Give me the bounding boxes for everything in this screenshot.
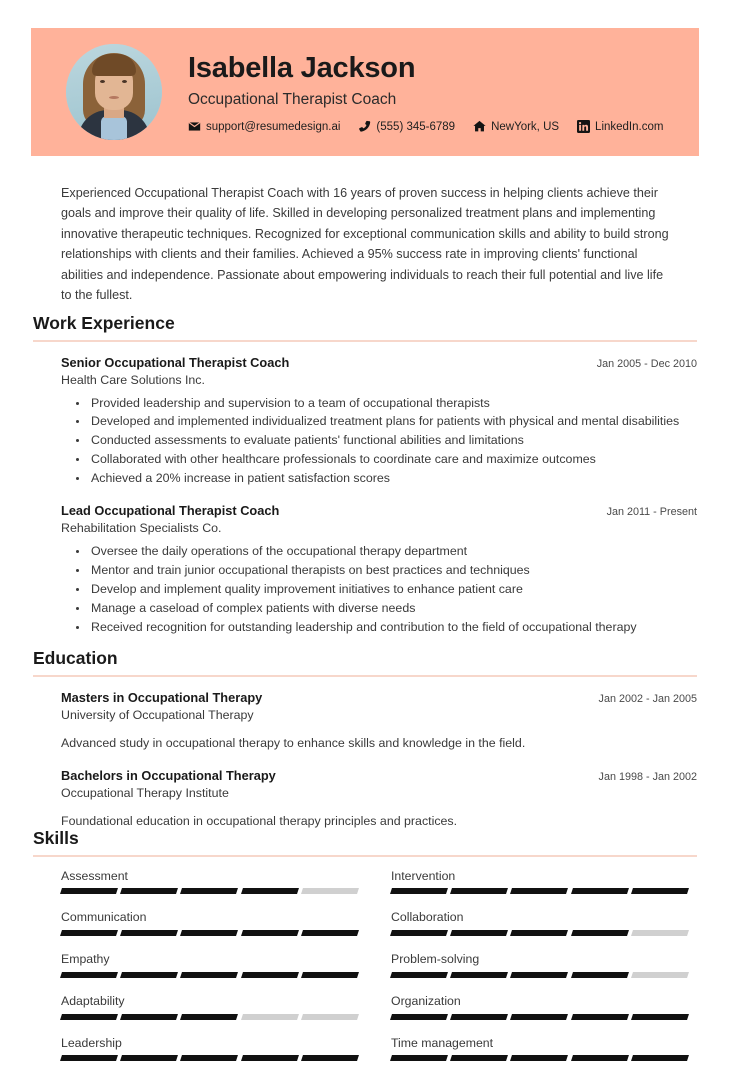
skill-rating-segment: [510, 930, 568, 936]
section-title-work-experience: Work Experience: [33, 313, 697, 340]
list-item: • Mentor and train junior occupational therapists on best practices and techniques: [89, 562, 697, 580]
skill-rating-segment: [571, 888, 629, 894]
avatar: [66, 44, 162, 140]
profile-photo-icon: [66, 44, 162, 140]
skill-rating-bar: [391, 930, 688, 936]
skill-rating-segment: [390, 888, 448, 894]
skill-rating-segment: [450, 1014, 508, 1020]
skill-rating-segment: [241, 1014, 299, 1020]
skill-rating-segment: [631, 930, 689, 936]
contact-phone[interactable]: [358, 120, 455, 133]
education-entry-date: Jan 2002 - Jan 2005: [587, 693, 697, 705]
skill-rating-segment: [571, 930, 629, 936]
work-entry-role: Senior Occupational Therapist Coach: [61, 355, 289, 370]
work-entry-date: Jan 2011 - Present: [595, 506, 697, 518]
skill-item: [391, 952, 688, 994]
header-text-block: [188, 51, 663, 133]
contact-location[interactable]: [473, 120, 559, 133]
skill-rating-segment: [60, 1055, 118, 1061]
skill-rating-segment: [60, 888, 118, 894]
skill-rating-segment: [510, 888, 568, 894]
skill-rating-segment: [631, 1014, 689, 1020]
skill-rating-bar: [391, 972, 688, 978]
resume-header: [31, 28, 699, 156]
skill-rating-segment: [60, 972, 118, 978]
skill-label: Empathy: [61, 952, 358, 967]
skill-rating-segment: [390, 930, 448, 936]
section-work-experience: [33, 313, 697, 638]
skill-rating-segment: [180, 888, 238, 894]
skill-rating-segment: [510, 1055, 568, 1061]
skill-rating-segment: [241, 930, 299, 936]
contact-email[interactable]: [188, 120, 340, 133]
skill-rating-segment: [301, 888, 359, 894]
skill-rating-segment: [450, 930, 508, 936]
skill-rating-segment: [450, 972, 508, 978]
skills-grid: [33, 857, 697, 1077]
skill-rating-bar: [391, 888, 688, 894]
skill-rating-bar: [61, 1014, 358, 1020]
skill-rating-segment: [631, 888, 689, 894]
list-item: • Provided leadership and supervision to a team of occupational therapists: [89, 395, 697, 413]
contact-linkedin[interactable]: [577, 120, 663, 133]
skill-rating-segment: [450, 888, 508, 894]
work-entry-role: Lead Occupational Therapist Coach: [61, 503, 279, 518]
list-item: • Manage a caseload of complex patients with diverse needs: [89, 600, 697, 618]
contact-phone-label: (555) 345-6789: [376, 121, 455, 133]
section-skills: [33, 828, 697, 1077]
work-entry-date: Jan 2005 - Dec 2010: [585, 358, 697, 370]
education-entry-description: Advanced study in occupational therapy to enhance skills and knowledge in the field.: [61, 734, 697, 753]
skill-rating-segment: [120, 888, 178, 894]
skill-item: [391, 869, 688, 911]
linkedin-icon: [577, 120, 590, 133]
education-entry-school: Occupational Therapy Institute: [61, 786, 697, 800]
skill-rating-segment: [180, 1055, 238, 1061]
skill-item: [61, 910, 358, 952]
skill-rating-segment: [390, 972, 448, 978]
skill-label: Communication: [61, 910, 358, 925]
list-item: • Conducted assessments to evaluate patients' functional abilities and limitations: [89, 432, 697, 450]
skill-item: [61, 994, 358, 1036]
skill-rating-segment: [60, 1014, 118, 1020]
envelope-icon: [188, 120, 201, 133]
skill-label: Intervention: [391, 869, 688, 884]
skill-label: Collaboration: [391, 910, 688, 925]
skill-rating-segment: [301, 930, 359, 936]
skill-rating-segment: [571, 1055, 629, 1061]
skill-label: Time management: [391, 1036, 688, 1051]
education-entry: [33, 690, 697, 753]
skill-rating-segment: [631, 1055, 689, 1061]
list-item: • Collaborated with other healthcare professionals to coordinate care and maximize outcomes: [89, 451, 697, 469]
skill-rating-segment: [301, 1014, 359, 1020]
skill-rating-segment: [631, 972, 689, 978]
contact-linkedin-label: LinkedIn.com: [595, 121, 663, 133]
skill-rating-segment: [180, 972, 238, 978]
list-item: • Developed and implemented individualized treatment plans for patients with physical and mental disabilities: [89, 413, 697, 431]
skill-rating-segment: [120, 1055, 178, 1061]
contact-email-label: support@resumedesign.ai: [206, 121, 340, 133]
skill-rating-segment: [241, 1055, 299, 1061]
skill-rating-bar: [391, 1055, 688, 1061]
skill-rating-bar: [61, 1055, 358, 1061]
skill-rating-segment: [241, 888, 299, 894]
list-item: • Achieved a 20% increase in patient satisfaction scores: [89, 470, 697, 488]
contact-list: [188, 120, 663, 133]
education-entry-date: Jan 1998 - Jan 2002: [587, 771, 697, 783]
candidate-name: Isabella Jackson: [188, 53, 663, 85]
skill-rating-segment: [390, 1055, 448, 1061]
work-entry-organization: Health Care Solutions Inc.: [61, 373, 697, 387]
skill-rating-segment: [390, 1014, 448, 1020]
skill-rating-segment: [301, 972, 359, 978]
skill-rating-segment: [120, 1014, 178, 1020]
skill-rating-segment: [120, 972, 178, 978]
section-divider: [33, 675, 697, 677]
section-divider: [33, 340, 697, 342]
education-entry: [33, 768, 697, 831]
phone-icon: [358, 120, 371, 133]
skill-rating-bar: [391, 1014, 688, 1020]
section-education: [33, 648, 697, 831]
work-entry: [33, 355, 697, 489]
skill-rating-segment: [120, 930, 178, 936]
skill-rating-segment: [571, 1014, 629, 1020]
skill-rating-segment: [571, 972, 629, 978]
skill-rating-segment: [180, 1014, 238, 1020]
education-entry-description: Foundational education in occupational therapy principles and practices.: [61, 812, 697, 831]
skill-rating-bar: [61, 972, 358, 978]
skill-label: Problem-solving: [391, 952, 688, 967]
section-title-skills: Skills: [33, 828, 697, 855]
skill-rating-segment: [510, 972, 568, 978]
candidate-job-title: Occupational Therapist Coach: [188, 91, 663, 110]
skill-rating-segment: [180, 930, 238, 936]
skill-label: Leadership: [61, 1036, 358, 1051]
list-item: • Oversee the daily operations of the occupational therapy department: [89, 543, 697, 561]
skill-item: [391, 994, 688, 1036]
skill-rating-bar: [61, 888, 358, 894]
skill-label: Assessment: [61, 869, 358, 884]
skill-rating-bar: [61, 930, 358, 936]
skill-rating-segment: [450, 1055, 508, 1061]
list-item: • Received recognition for outstanding leadership and contribution to the field of occupational therapy: [89, 619, 697, 637]
skill-rating-segment: [241, 972, 299, 978]
skill-item: [391, 1036, 688, 1077]
education-entry-degree: Bachelors in Occupational Therapy: [61, 768, 276, 783]
professional-summary: Experienced Occupational Therapist Coach with 16 years of proven success in helping clients achieve their goals and improve their quality of life. Skilled in developing personalized treatment plans and implementing innovative therapeutic techniques. Recognized for exceptional communication skills and ability to build strong relationships with clients and their families. Achieved a 95% success rate in improving clients' functional abilities and independence. Passionate about empowering individuals to reach their full potential and live life to the fullest.: [61, 183, 676, 305]
list-item: • Develop and implement quality improvement initiatives to enhance patient care: [89, 581, 697, 599]
skill-item: [61, 952, 358, 994]
work-entry-bullets: [61, 395, 697, 489]
work-entry-organization: Rehabilitation Specialists Co.: [61, 521, 697, 535]
education-entry-degree: Masters in Occupational Therapy: [61, 690, 262, 705]
skill-label: Organization: [391, 994, 688, 1009]
work-entry: [33, 503, 697, 637]
skill-item: [391, 910, 688, 952]
education-entry-school: University of Occupational Therapy: [61, 708, 697, 722]
work-entry-bullets: [61, 543, 697, 637]
skill-rating-segment: [60, 930, 118, 936]
skill-item: [61, 1036, 358, 1077]
contact-location-label: NewYork, US: [491, 121, 559, 133]
skill-rating-segment: [301, 1055, 359, 1061]
skill-label: Adaptability: [61, 994, 358, 1009]
skill-item: [61, 869, 358, 911]
section-title-education: Education: [33, 648, 697, 675]
home-icon: [473, 120, 486, 133]
skill-rating-segment: [510, 1014, 568, 1020]
